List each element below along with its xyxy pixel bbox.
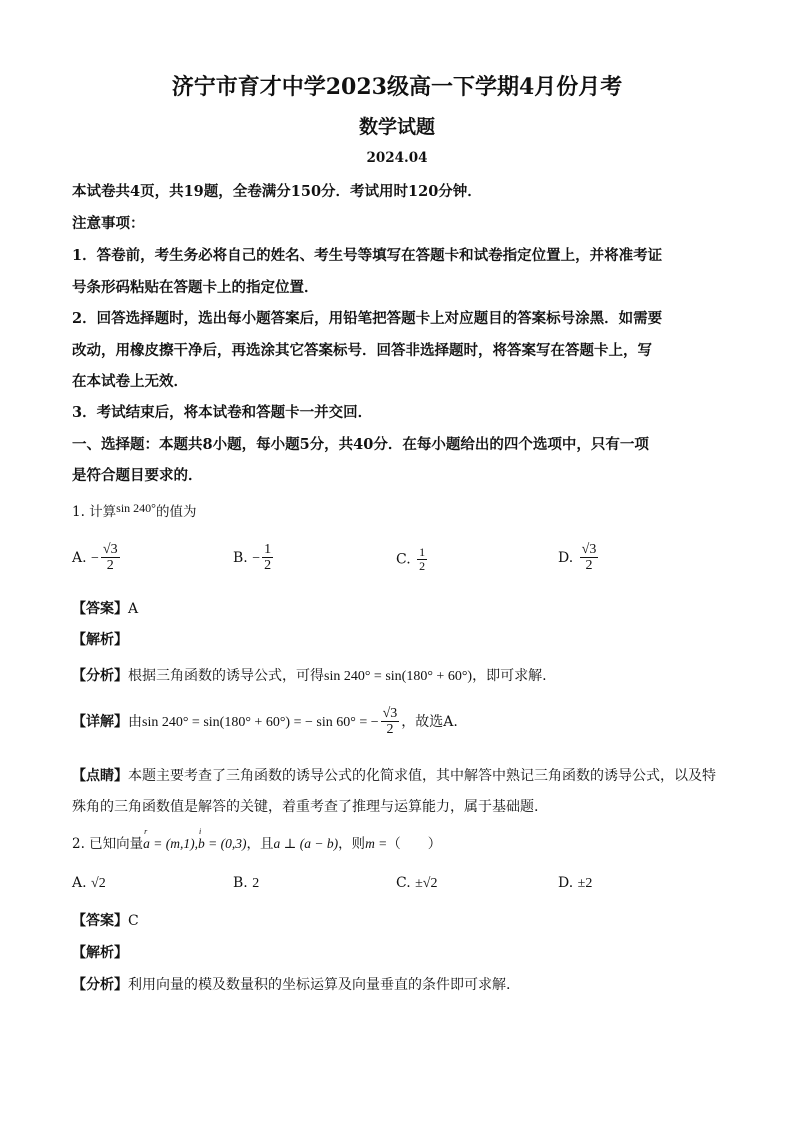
question-2-mid: ，且	[246, 836, 274, 852]
fraction-denominator: 2	[419, 559, 426, 574]
fenxi-expr: sin 240° = sin(180° + 60°)	[324, 669, 473, 684]
fenxi-tail: ，即可求解.	[472, 668, 547, 684]
option-label: C.	[396, 875, 411, 891]
dianjing-text: 本题主要考查了三角函数的诱导公式的化简求值，其中解答中熟记三角函数的诱导公式，以及特	[128, 768, 716, 784]
fraction-numerator: √3	[382, 706, 398, 721]
answer-value: C	[128, 913, 139, 929]
question-2-option-b	[233, 875, 259, 892]
question-2-vector-a	[143, 827, 199, 851]
option-value: ±√2	[415, 876, 438, 891]
notice-item-1-line-1: 1．答卷前，考生务必将自己的姓名、考生号等填写在答题卡和试卷指定位置上，并将准考证	[72, 247, 663, 264]
notice-item-2-line-2: 改动，用橡皮擦干净后，再选涂其它答案标号．回答非选择题时，将答案写在答题卡上，写	[72, 342, 652, 359]
section-1-line-1: 一、选择题：本题共8小题，每小题5分，共40分．在每小题给出的四个选项中，只有一项	[72, 436, 649, 453]
dianjing-tag: 【点睛】	[72, 768, 128, 784]
xiangjie-expr: sin 240° = sin(180° + 60°) = − sin 60° = −	[142, 714, 379, 730]
vector-mark: i	[199, 827, 202, 836]
vector-b-expr: b = (0,3)	[198, 836, 247, 851]
option-label: A.	[72, 549, 87, 566]
question-1-xiangjie	[72, 706, 458, 738]
option-sign: −	[91, 550, 99, 566]
fraction-numerator: √3	[581, 542, 597, 557]
answer-tag: 【答案】	[72, 913, 128, 929]
notice-item-1-line-2: 号条形码粘贴在答题卡上的指定位置．	[72, 279, 319, 296]
question-2-fenxi	[72, 974, 510, 994]
option-fraction	[580, 542, 599, 574]
xiangjie-fraction	[381, 706, 400, 738]
fraction-numerator: √3	[102, 542, 118, 557]
fraction-denominator: 2	[585, 558, 593, 574]
option-value: ±2	[577, 876, 593, 891]
question-1-answer	[72, 598, 138, 618]
vector-a	[143, 827, 199, 852]
question-1-option-a	[72, 542, 122, 574]
notice-item-2-line-3: 在本试卷上无效．	[72, 373, 188, 390]
answer-tag: 【答案】	[72, 601, 128, 617]
question-1-option-c	[396, 546, 429, 573]
question-1-dianjing-line-1	[72, 765, 716, 785]
question-2-analysis-tag: 【解析】	[72, 945, 128, 961]
question-1-prefix: 1. 计算	[72, 504, 117, 520]
fenxi-text: 根据三角函数的诱导公式，可得	[128, 668, 324, 684]
question-2-stem	[72, 827, 442, 852]
xiangjie-tail: ，故选A.	[401, 713, 458, 730]
question-2-m-expr: m =	[365, 836, 388, 851]
question-1-stem	[72, 500, 196, 520]
vector-b	[198, 827, 247, 852]
question-1-fenxi	[72, 665, 547, 685]
option-sign: −	[252, 550, 261, 566]
option-label: A.	[72, 875, 87, 891]
question-1-suffix: 的值为	[155, 504, 197, 520]
vector-a-expr: a = (m,1),	[143, 836, 199, 851]
question-2-answer	[72, 910, 139, 930]
question-2-prefix: 2. 已知向量	[72, 836, 144, 852]
question-2-option-a	[72, 875, 106, 892]
question-2-condition: a ⊥ (a − b)	[273, 836, 339, 851]
exam-date: 2024.04	[366, 150, 428, 166]
exam-subtitle: 数学试题	[358, 116, 435, 138]
question-2-blank: （ ）	[387, 836, 442, 852]
exam-title: 济宁市育才中学2023级高一下学期4月份月考	[171, 74, 623, 100]
intro-text: 本试卷共4页，共19题，全卷满分150分．考试用时120分钟．	[72, 183, 482, 200]
option-fraction	[417, 546, 427, 573]
option-label: B.	[233, 549, 248, 566]
question-1-option-b	[233, 542, 275, 574]
option-value: √2	[91, 876, 106, 891]
notice-item-2-line-1: 2．回答选择题时，选出每小题答案后，用铅笔把答题卡上对应题目的答案标号涂黑．如需要	[72, 310, 663, 327]
vector-mark: r	[144, 827, 148, 836]
option-label: C.	[396, 551, 411, 568]
question-1-dianjing-line-2: 殊角的三角函数值是解答的关键，着重考查了推理与运算能力，属于基础题.	[72, 799, 539, 815]
question-1-option-d	[558, 542, 600, 574]
answer-value: A	[128, 601, 139, 617]
option-fraction	[262, 542, 273, 574]
question-2-option-c	[396, 875, 438, 892]
question-2-vector-b	[198, 827, 247, 851]
fraction-denominator: 2	[386, 722, 394, 738]
notice-item-3: 3．考试结束后，将本试卷和答题卡一并交回．	[72, 404, 373, 421]
xiangjie-pre: 由	[128, 713, 142, 730]
section-1-line-2: 是符合题目要求的．	[72, 467, 203, 484]
option-fraction	[101, 542, 120, 574]
option-label: B.	[233, 875, 248, 891]
question-1-analysis-tag: 【解析】	[72, 632, 128, 648]
option-label: D.	[558, 549, 574, 566]
fenxi-tag: 【分析】	[72, 977, 128, 993]
fenxi-text: 利用向量的模及数量积的坐标运算及向量垂直的条件即可求解.	[128, 977, 511, 993]
notice-heading: 注意事项：	[72, 215, 145, 232]
question-2-tail: ，则	[338, 836, 366, 852]
question-1-expr: sin 240°	[116, 501, 156, 515]
fraction-denominator: 2	[264, 558, 272, 574]
option-value: 2	[252, 876, 260, 891]
fraction-numerator: 1	[419, 545, 426, 559]
xiangjie-tag: 【详解】	[72, 713, 128, 730]
option-label: D.	[558, 875, 574, 891]
fenxi-tag: 【分析】	[72, 668, 128, 684]
question-2-option-d	[558, 875, 592, 892]
fraction-denominator: 2	[106, 558, 114, 574]
fraction-numerator: 1	[264, 542, 272, 557]
